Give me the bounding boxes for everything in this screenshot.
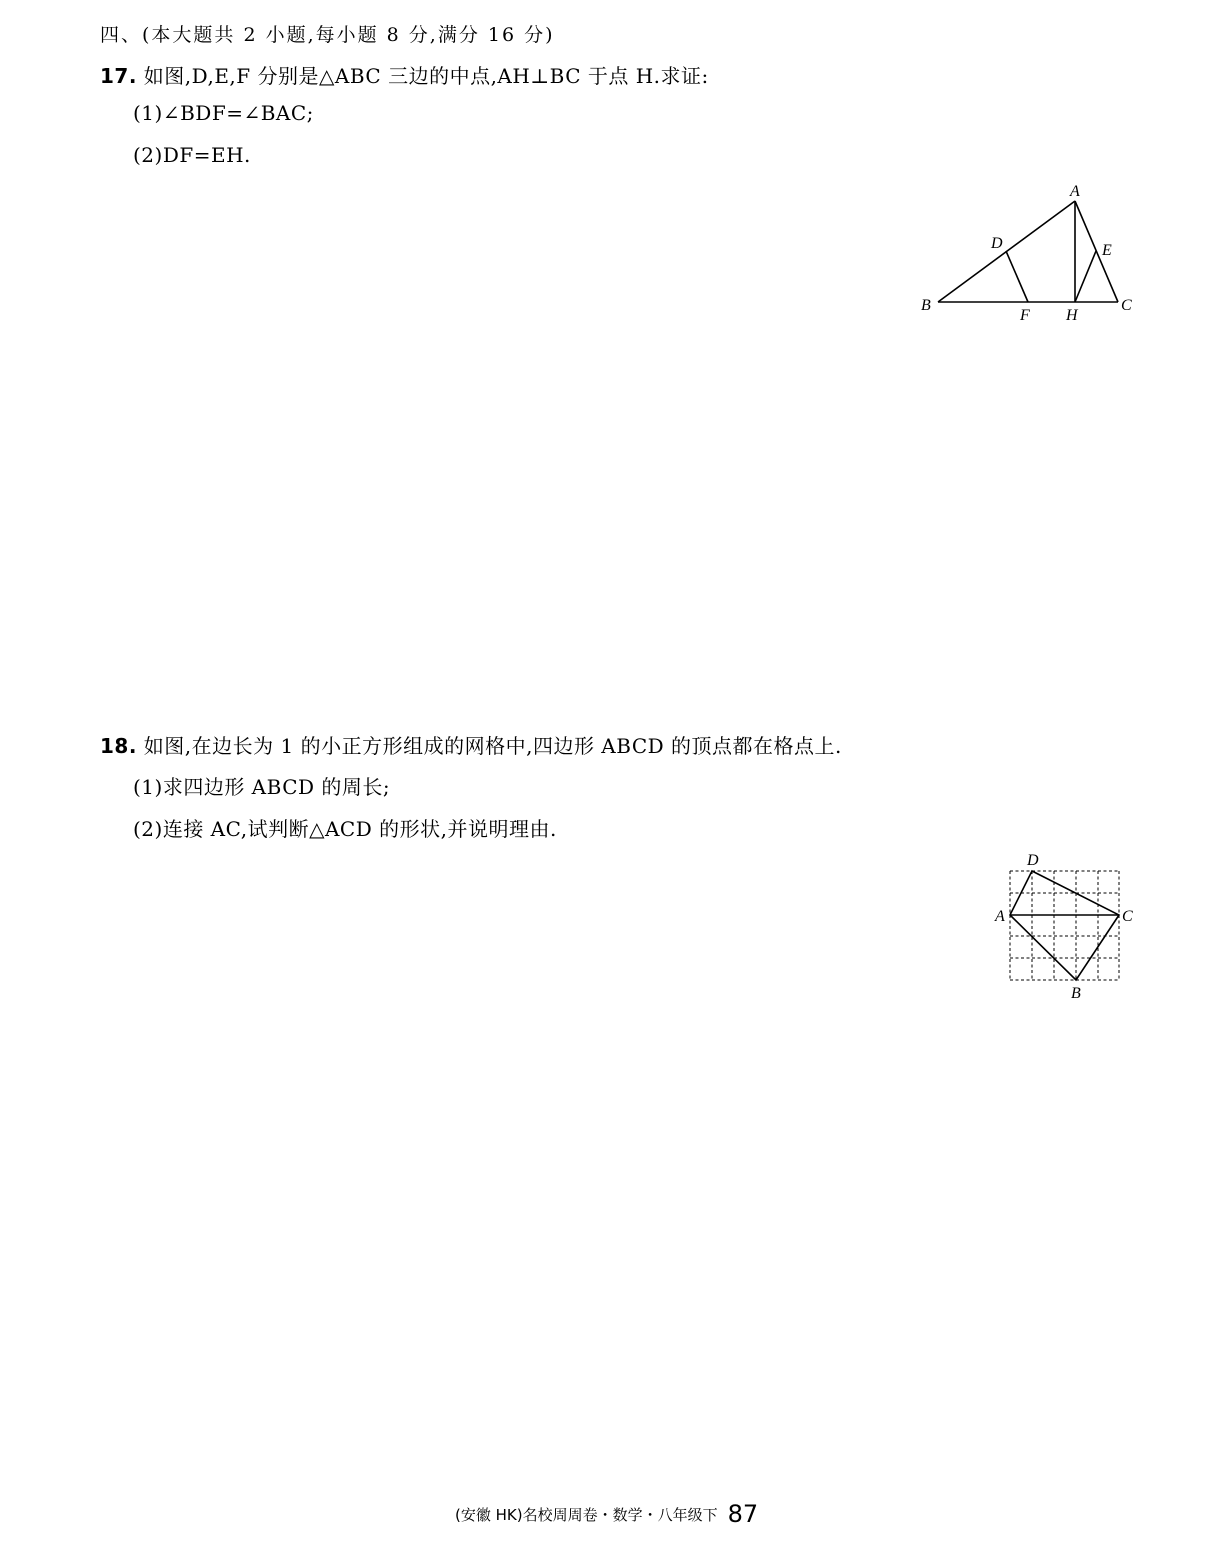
- section-heading: 四、(本大题共 2 小题,每小题 8 分,满分 16 分): [100, 24, 555, 46]
- quadrilateral-abcd: [1010, 871, 1119, 980]
- label-b: B: [1071, 985, 1081, 1002]
- label-d: D: [1027, 852, 1039, 869]
- triangle-abc-figure: [915, 180, 1145, 325]
- question-18-stem: [100, 730, 842, 759]
- question-18-part-1: (1)求四边形 ABCD 的周长;: [133, 775, 391, 799]
- page-number: 87: [727, 1500, 759, 1528]
- question-18-text: 如图,在边长为 1 的小正方形组成的网格中,四边形 ABCD 的顶点都在格点上.: [143, 734, 842, 758]
- page-footer: [455, 1500, 758, 1528]
- label-a: A: [995, 908, 1005, 925]
- segment-df: [1006, 251, 1028, 302]
- question-17-stem: [100, 60, 709, 89]
- label-a: A: [1070, 183, 1080, 200]
- question-17-number: 17.: [100, 64, 137, 88]
- segment-eh: [1075, 251, 1096, 302]
- label-c: C: [1122, 908, 1133, 925]
- label-c: C: [1121, 297, 1132, 314]
- label-b: B: [921, 297, 931, 314]
- label-f: F: [1020, 307, 1030, 324]
- label-e: E: [1102, 242, 1112, 259]
- question-17-text: 如图,D,E,F 分别是△ABC 三边的中点,AH⊥BC 于点 H.求证:: [143, 64, 709, 88]
- label-h: H: [1066, 307, 1078, 324]
- grid-quadrilateral-figure: [990, 850, 1140, 1010]
- question-17-part-2: (2)DF=EH.: [133, 143, 251, 167]
- question-18-part-2: (2)连接 AC,试判断△ACD 的形状,并说明理由.: [133, 817, 557, 841]
- question-18-number: 18.: [100, 734, 137, 758]
- footer-text: (安徽 HK)名校周周卷・数学・八年级下: [455, 1506, 718, 1524]
- label-d: D: [991, 235, 1003, 252]
- question-17-part-1: (1)∠BDF=∠BAC;: [133, 101, 314, 125]
